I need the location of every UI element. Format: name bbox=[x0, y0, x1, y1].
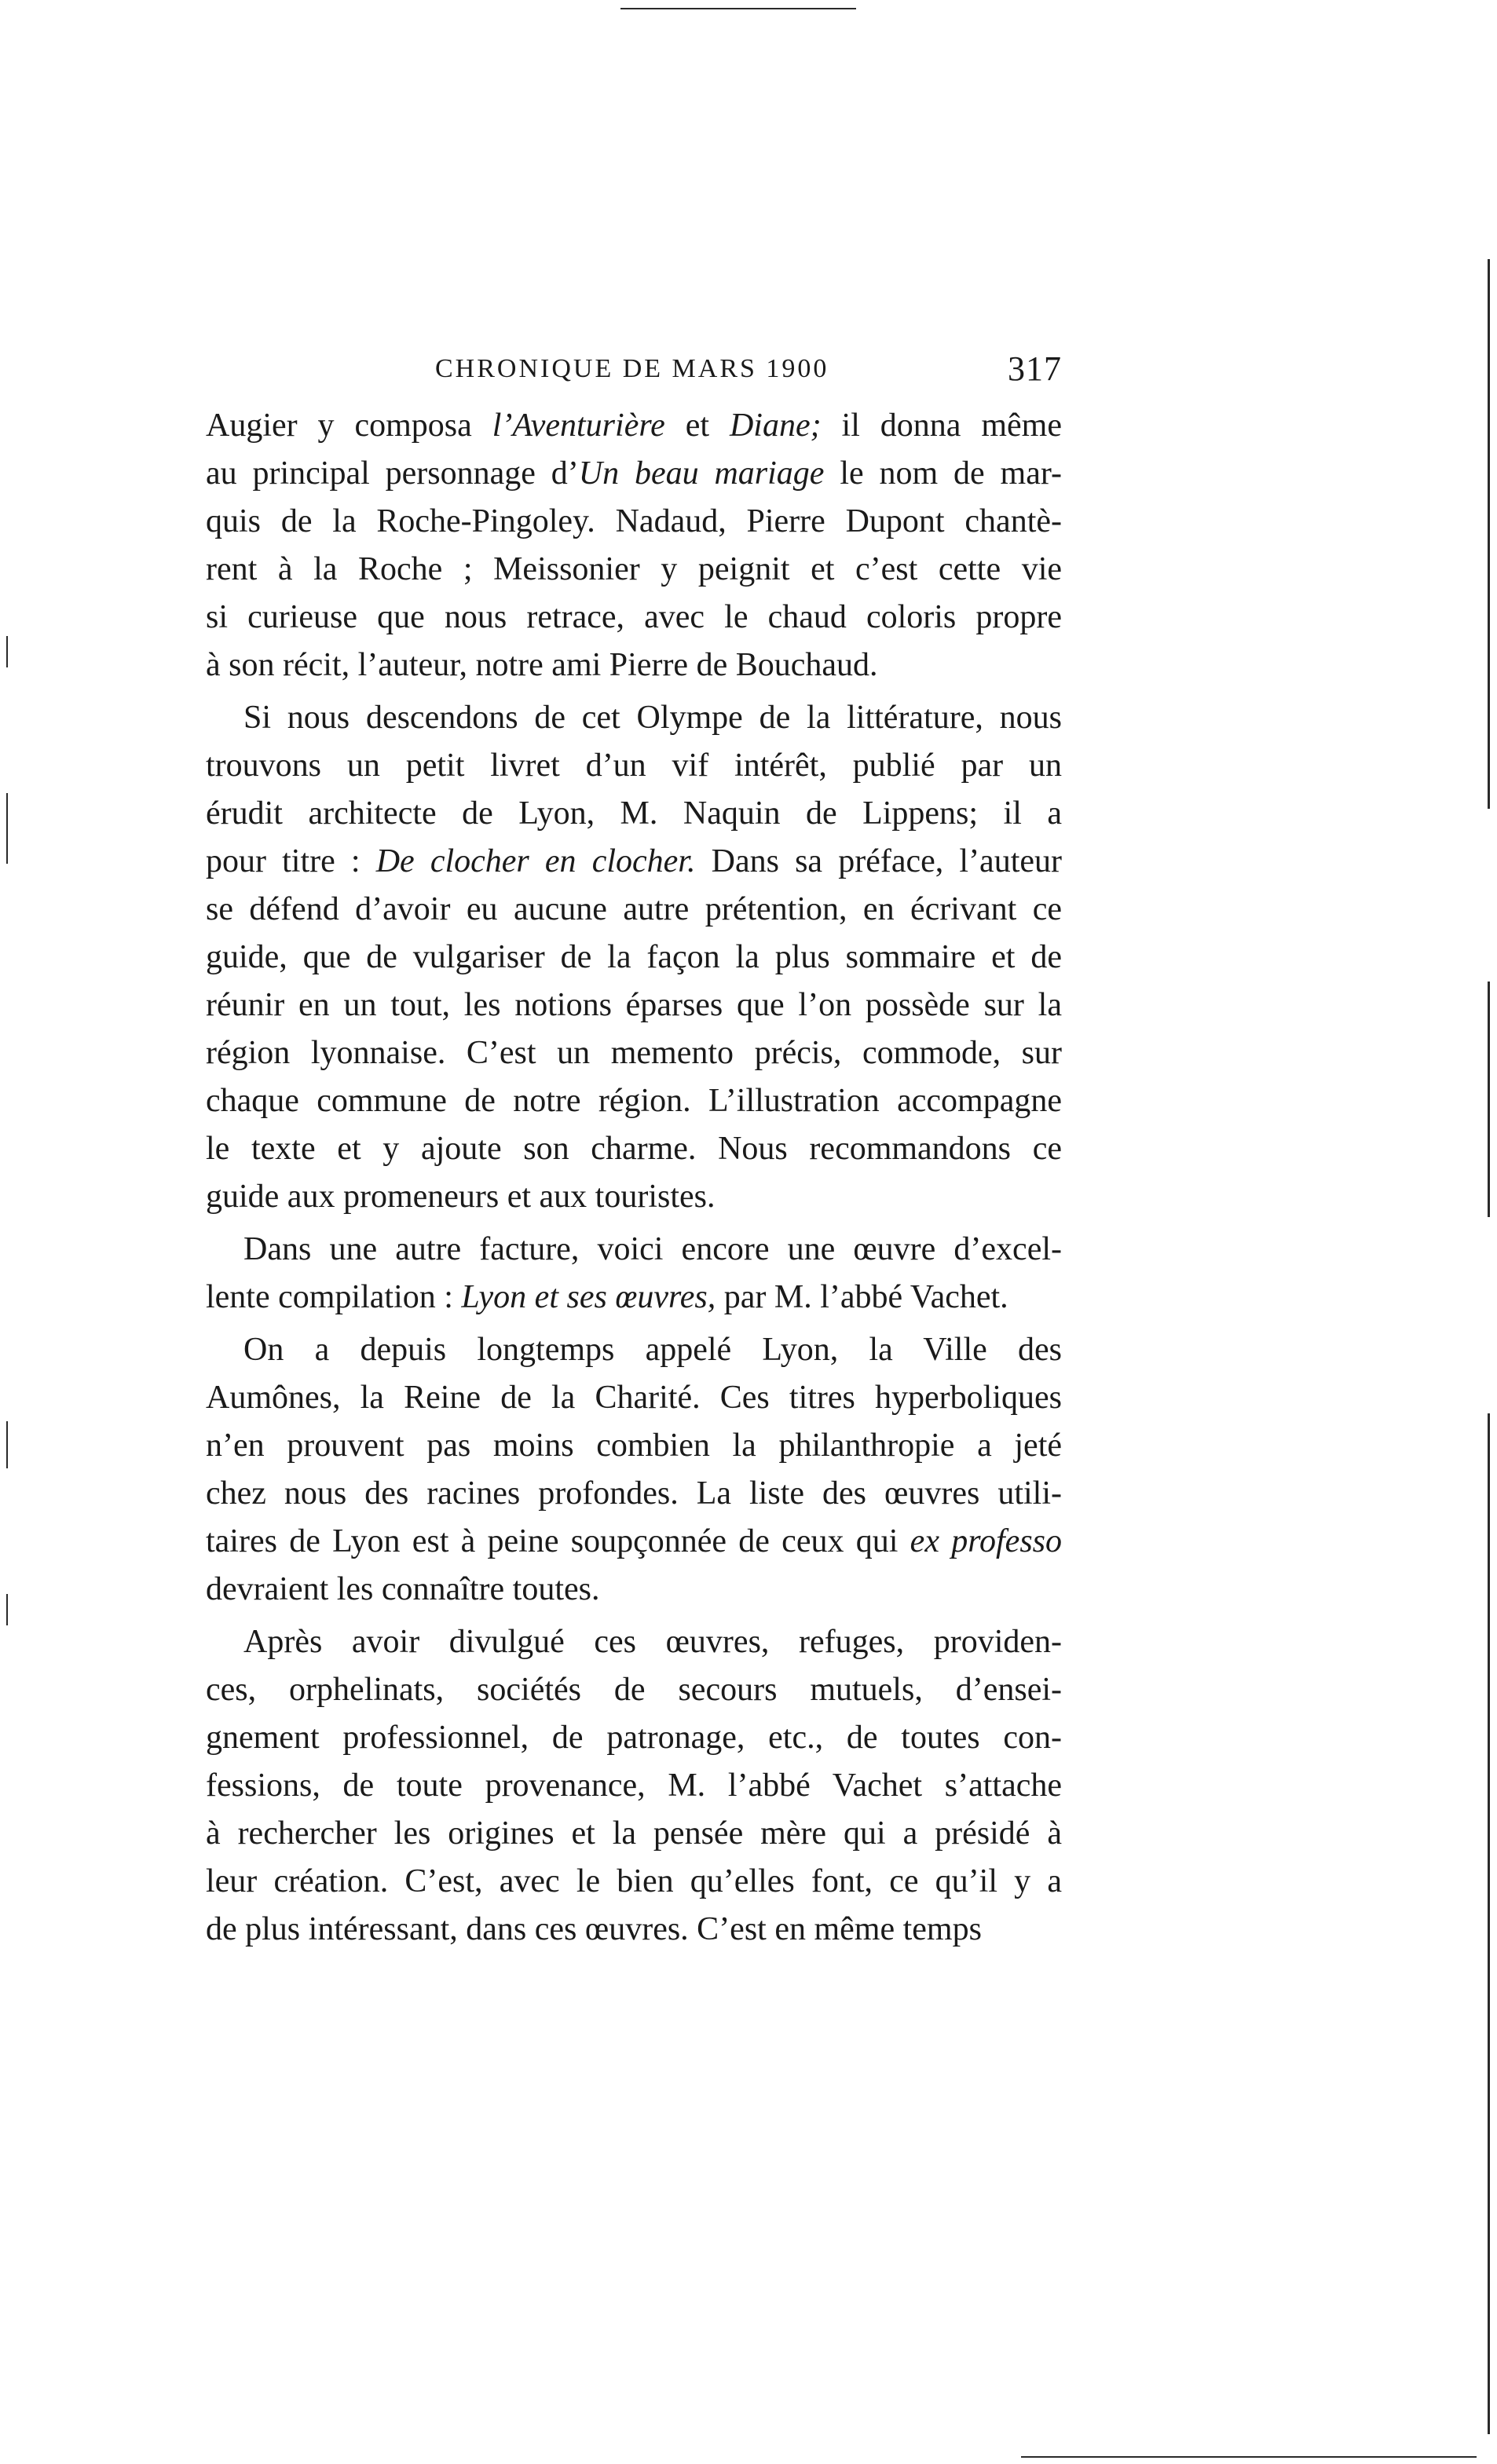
italic-title: Diane; bbox=[729, 408, 822, 444]
scan-edge-mark bbox=[1021, 2456, 1477, 2458]
text-line: réunir en un tout, les notions éparses que l’on possède sur la bbox=[206, 987, 1062, 1023]
text-line: chaque commune de notre région. L’illustration accompagne bbox=[206, 1083, 1062, 1119]
scan-edge-mark bbox=[6, 793, 8, 864]
running-title: CHRONIQUE DE MARS 1900 bbox=[435, 354, 829, 383]
text-line: Aumônes, la Reine de la Charité. Ces titres hyperboliques bbox=[206, 1380, 1062, 1416]
text-line: n’en prouvent pas moins combien la philanthropie a jeté bbox=[206, 1428, 1062, 1464]
italic-title: Lyon et ses œuvres, bbox=[461, 1279, 716, 1315]
text-line: à son récit, l’auteur, notre ami Pierre de Bouchaud. bbox=[206, 647, 878, 683]
text-line: se défend d’avoir eu aucune autre prétention, en écrivant ce bbox=[206, 891, 1062, 927]
paragraph bbox=[206, 1326, 1062, 1614]
scan-edge-mark bbox=[620, 8, 856, 9]
paragraph bbox=[206, 1226, 1062, 1322]
body-text bbox=[206, 402, 1062, 1958]
page-number: 317 bbox=[1008, 349, 1062, 388]
paragraph bbox=[206, 1618, 1062, 1954]
text-line: Après avoir divulgué ces œuvres, refuges, providen- bbox=[243, 1624, 1062, 1660]
text-line: fessions, de toute provenance, M. l’abbé Vachet s’attache bbox=[206, 1768, 1062, 1804]
text-line: taires de Lyon est à peine soupçonnée de ceux qui ex professo bbox=[206, 1523, 1063, 1559]
italic-title: Un beau mariage bbox=[578, 455, 825, 492]
italic-title: ex professo bbox=[910, 1523, 1063, 1559]
text-line: Augier y composa l’Aventurière et Diane; il donna même bbox=[206, 408, 1062, 444]
text-line: érudit architecte de Lyon, M. Naquin de Lippens; il a bbox=[206, 795, 1062, 832]
paragraph bbox=[206, 694, 1062, 1221]
text-line: guide aux promeneurs et aux touristes. bbox=[206, 1179, 716, 1215]
text-line: de plus intéressant, dans ces œuvres. C’est en même temps bbox=[206, 1911, 982, 1947]
text-line: trouvons un petit livret d’un vif intérêt, publié par un bbox=[206, 748, 1062, 784]
text-line: au principal personnage d’Un beau mariage le nom de mar- bbox=[206, 455, 1062, 492]
scan-edge-mark bbox=[1488, 259, 1490, 809]
page-header bbox=[206, 345, 1062, 393]
text-line: Si nous descendons de cet Olympe de la littérature, nous bbox=[243, 700, 1062, 736]
text-line: leur création. C’est, avec le bien qu’elles font, ce qu’il y a bbox=[206, 1863, 1062, 1899]
italic-title: l’Aventurière bbox=[492, 408, 665, 444]
text-line: le texte et y ajoute son charme. Nous recommandons ce bbox=[206, 1131, 1062, 1167]
scan-edge-mark bbox=[6, 636, 8, 667]
text-line: quis de la Roche-Pingoley. Nadaud, Pierre Dupont chantè- bbox=[206, 503, 1062, 539]
text-line: devraient les connaître toutes. bbox=[206, 1571, 600, 1607]
scan-edge-mark bbox=[6, 1594, 8, 1625]
text-line: chez nous des racines profondes. La liste des œuvres utili- bbox=[206, 1475, 1062, 1512]
text-line: pour titre : De clocher en clocher. Dans sa préface, l’auteur bbox=[206, 843, 1062, 879]
text-line: ces, orphelinats, sociétés de secours mutuels, d’ensei- bbox=[206, 1672, 1062, 1708]
text-line: lente compilation : Lyon et ses œuvres, par M. l’abbé Vachet. bbox=[206, 1279, 1008, 1315]
text-line: On a depuis longtemps appelé Lyon, la Ville des bbox=[243, 1332, 1062, 1368]
text-line: guide, que de vulgariser de la façon la plus sommaire et de bbox=[206, 939, 1062, 975]
scan-edge-mark bbox=[6, 1421, 8, 1468]
text-line: région lyonnaise. C’est un memento précis, commode, sur bbox=[206, 1035, 1062, 1071]
text-line: rent à la Roche ; Meissonier y peignit et c’est cette vie bbox=[206, 551, 1062, 587]
text-line: si curieuse que nous retrace, avec le chaud coloris propre bbox=[206, 599, 1062, 635]
text-line: à rechercher les origines et la pensée mère qui a présidé à bbox=[206, 1815, 1062, 1852]
text-line: gnement professionnel, de patronage, etc., de toutes con- bbox=[206, 1720, 1062, 1756]
scan-edge-mark bbox=[1488, 982, 1490, 1217]
text-line: Dans une autre facture, voici encore une œuvre d’excel- bbox=[243, 1231, 1062, 1267]
paragraph bbox=[206, 402, 1062, 689]
scan-edge-mark bbox=[1488, 1413, 1490, 2434]
italic-title: De clocher en clocher. bbox=[375, 843, 696, 879]
